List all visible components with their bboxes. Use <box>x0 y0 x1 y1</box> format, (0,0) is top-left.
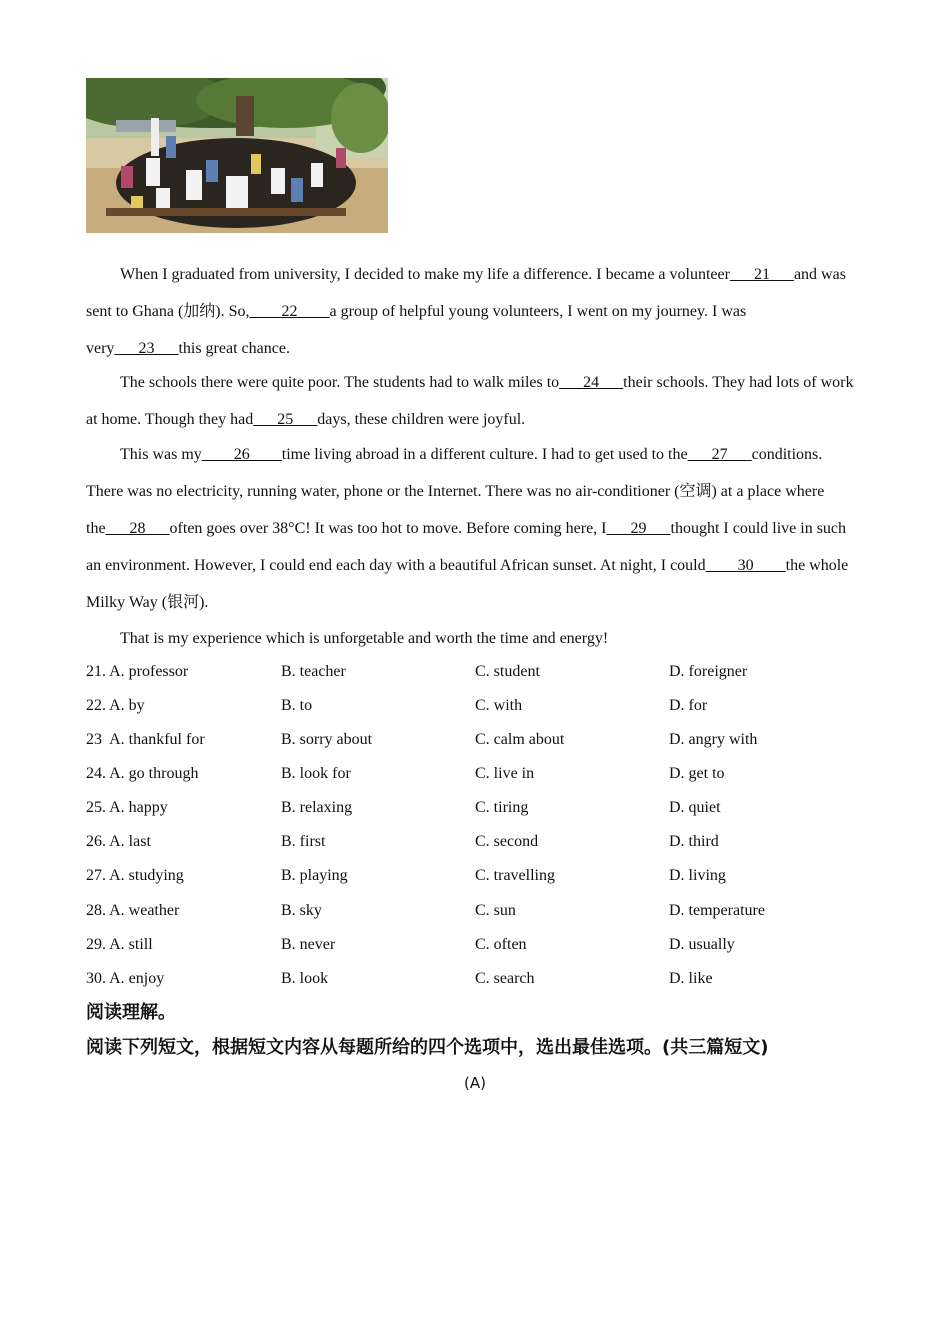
passage-text: thought I could live in such an environment. However, I could end each day with a beautiful African sunset. At night, I could <box>86 520 847 574</box>
option-b[interactable]: B. to <box>281 697 313 714</box>
passage-text: and was sent to Ghana (加纳). So, <box>86 266 846 320</box>
option-a[interactable]: 28. A. weather <box>86 902 180 919</box>
option-c[interactable]: C. calm about <box>475 731 565 748</box>
passage-text: their schools. They had lots of work at home. Though they had <box>86 374 854 428</box>
blank-26[interactable]: ____26____ <box>201 446 282 463</box>
option-b[interactable]: B. look <box>281 970 329 987</box>
passage-paragraph-1 <box>86 256 862 367</box>
blank-21[interactable]: ___21___ <box>729 266 794 283</box>
option-b[interactable]: B. look for <box>281 765 351 782</box>
option-a[interactable]: 23 A. thankful for <box>86 731 205 748</box>
question-24-options <box>86 762 862 786</box>
question-23-options <box>86 728 862 752</box>
option-a[interactable]: 21. A. professor <box>86 663 189 680</box>
passage-paragraph-2 <box>86 364 862 438</box>
question-27-options <box>86 864 862 888</box>
passage-paragraph-3 <box>86 436 862 621</box>
question-25-options <box>86 796 862 820</box>
option-a[interactable]: 27. A. studying <box>86 867 184 884</box>
option-b[interactable]: B. playing <box>281 867 348 884</box>
option-b[interactable]: B. sky <box>281 902 322 919</box>
option-b[interactable]: B. sorry about <box>281 731 373 748</box>
passage-text: The schools there were quite poor. The students had to walk miles to <box>120 374 560 391</box>
option-a[interactable]: 29. A. still <box>86 936 153 953</box>
option-a[interactable]: 24. A. go through <box>86 765 199 782</box>
passage-text: When I graduated from university, I decided to make my life a difference. I became a volunteer <box>120 266 730 283</box>
option-b[interactable]: B. never <box>281 936 336 953</box>
option-d[interactable]: D. usually <box>669 936 735 953</box>
blank-27[interactable]: ___27___ <box>687 446 752 463</box>
option-c[interactable]: C. second <box>475 833 539 850</box>
option-a[interactable]: 30. A. enjoy <box>86 970 165 987</box>
section-instruction: 阅读下列短文，根据短文内容从每题所给的四个选项中，选出最佳选项。(共三篇短文) <box>86 1037 769 1058</box>
question-26-options <box>86 830 862 854</box>
blank-22[interactable]: ____22____ <box>249 303 330 320</box>
option-c[interactable]: C. sun <box>475 902 516 919</box>
option-a[interactable]: 22. A. by <box>86 697 145 714</box>
question-29-options <box>86 933 862 957</box>
option-b[interactable]: B. relaxing <box>281 799 353 816</box>
option-c[interactable]: C. student <box>475 663 540 680</box>
passage-text: the whole Milky Way (银河). <box>86 557 849 611</box>
question-28-options <box>86 899 862 923</box>
blank-28[interactable]: ___28___ <box>105 520 170 537</box>
option-d[interactable]: D. quiet <box>669 799 721 816</box>
option-c[interactable]: C. live in <box>475 765 535 782</box>
blank-29[interactable]: ___29___ <box>606 520 671 537</box>
option-a[interactable]: 25. A. happy <box>86 799 168 816</box>
option-a[interactable]: 26. A. last <box>86 833 151 850</box>
option-b[interactable]: B. teacher <box>281 663 346 680</box>
passage-text: a group of helpful young volunteers, I went on my journey. I was very <box>86 303 747 357</box>
option-c[interactable]: C. often <box>475 936 527 953</box>
passage-text: conditions. There was no electricity, running water, phone or the Internet. There was no air-conditioner (空调) at a place where the <box>86 446 825 537</box>
question-30-options <box>86 967 862 991</box>
passage-label-a: (A) <box>464 1074 486 1092</box>
option-b[interactable]: B. first <box>281 833 326 850</box>
option-d[interactable]: D. like <box>669 970 713 987</box>
option-c[interactable]: C. search <box>475 970 535 987</box>
option-c[interactable]: C. travelling <box>475 867 555 884</box>
blank-30[interactable]: ____30____ <box>705 557 786 574</box>
option-d[interactable]: D. get to <box>669 765 725 782</box>
option-d[interactable]: D. foreigner <box>669 663 748 680</box>
photo-children-under-tree <box>86 78 388 233</box>
section-heading: 阅读理解。 <box>86 1002 176 1023</box>
passage-text: This was my <box>120 446 202 463</box>
option-c[interactable]: C. tiring <box>475 799 529 816</box>
option-d[interactable]: D. third <box>669 833 719 850</box>
passage-text: days, these children were joyful. <box>317 411 526 428</box>
passage-paragraph-4: That is my experience which is unforgetable and worth the time and energy! <box>120 630 609 647</box>
passage-text: often goes over 38°C! It was too hot to move. Before coming here, I <box>169 520 607 537</box>
blank-25[interactable]: ___25___ <box>253 411 318 428</box>
question-21-options <box>86 660 862 684</box>
option-c[interactable]: C. with <box>475 697 523 714</box>
option-d[interactable]: D. angry with <box>669 731 758 748</box>
question-22-options <box>86 694 862 718</box>
option-d[interactable]: D. temperature <box>669 902 765 919</box>
option-d[interactable]: D. for <box>669 697 708 714</box>
blank-23[interactable]: ___23___ <box>114 340 179 357</box>
passage-text: this great chance. <box>178 340 290 357</box>
passage-text: time living abroad in a different culture. I had to get used to the <box>281 446 688 463</box>
option-d[interactable]: D. living <box>669 867 726 884</box>
blank-24[interactable]: ___24___ <box>559 374 624 391</box>
